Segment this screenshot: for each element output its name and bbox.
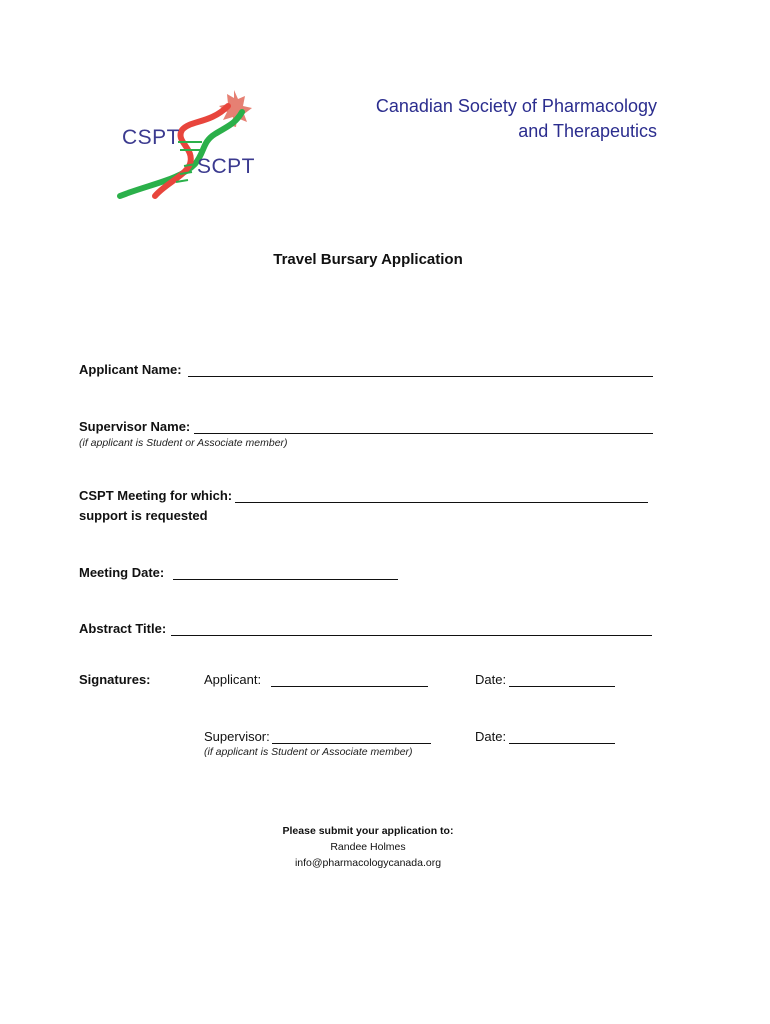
supervisor-name-label: Supervisor Name: bbox=[79, 419, 191, 434]
meeting-label-line1: CSPT Meeting for which: bbox=[79, 488, 233, 503]
supervisor-signature-note: (if applicant is Student or Associate member) bbox=[204, 746, 413, 758]
meeting-date-field[interactable] bbox=[173, 579, 398, 580]
logo-text-scpt: SCPT bbox=[197, 155, 256, 178]
meeting-field[interactable] bbox=[235, 502, 648, 503]
logo-text-cspt: CSPT bbox=[122, 126, 181, 149]
applicant-name-label: Applicant Name: bbox=[79, 362, 182, 377]
submit-email-link[interactable]: info@pharmacologycanada.org bbox=[294, 857, 442, 869]
signatures-label: Signatures: bbox=[79, 672, 151, 687]
supervisor-name-field[interactable] bbox=[194, 433, 653, 434]
meeting-label-line2: support is requested bbox=[79, 508, 208, 523]
applicant-date-label: Date: bbox=[475, 672, 507, 687]
applicant-signature-field[interactable] bbox=[271, 686, 428, 687]
submit-heading: Please submit your application to: bbox=[282, 825, 454, 837]
org-name-line2: and Therapeutics bbox=[518, 121, 657, 141]
applicant-signature-label: Applicant: bbox=[204, 672, 262, 687]
organization-name bbox=[376, 94, 657, 144]
applicant-name-field[interactable] bbox=[188, 376, 653, 377]
org-name-line1: Canadian Society of Pharmacology bbox=[375, 96, 657, 116]
supervisor-date-field[interactable] bbox=[509, 743, 615, 744]
page-title: Travel Bursary Application bbox=[273, 251, 463, 268]
supervisor-date-label: Date: bbox=[475, 729, 507, 744]
helix-green-strand bbox=[120, 112, 242, 196]
supervisor-signature-field[interactable] bbox=[272, 743, 431, 744]
abstract-title-field[interactable] bbox=[171, 635, 652, 636]
submit-contact-name: Randee Holmes bbox=[330, 841, 406, 853]
supervisor-signature-label: Supervisor: bbox=[204, 729, 270, 744]
meeting-date-label: Meeting Date: bbox=[79, 565, 165, 580]
abstract-title-label: Abstract Title: bbox=[79, 621, 167, 636]
supervisor-name-note: (if applicant is Student or Associate member) bbox=[79, 437, 288, 449]
applicant-date-field[interactable] bbox=[509, 686, 615, 687]
